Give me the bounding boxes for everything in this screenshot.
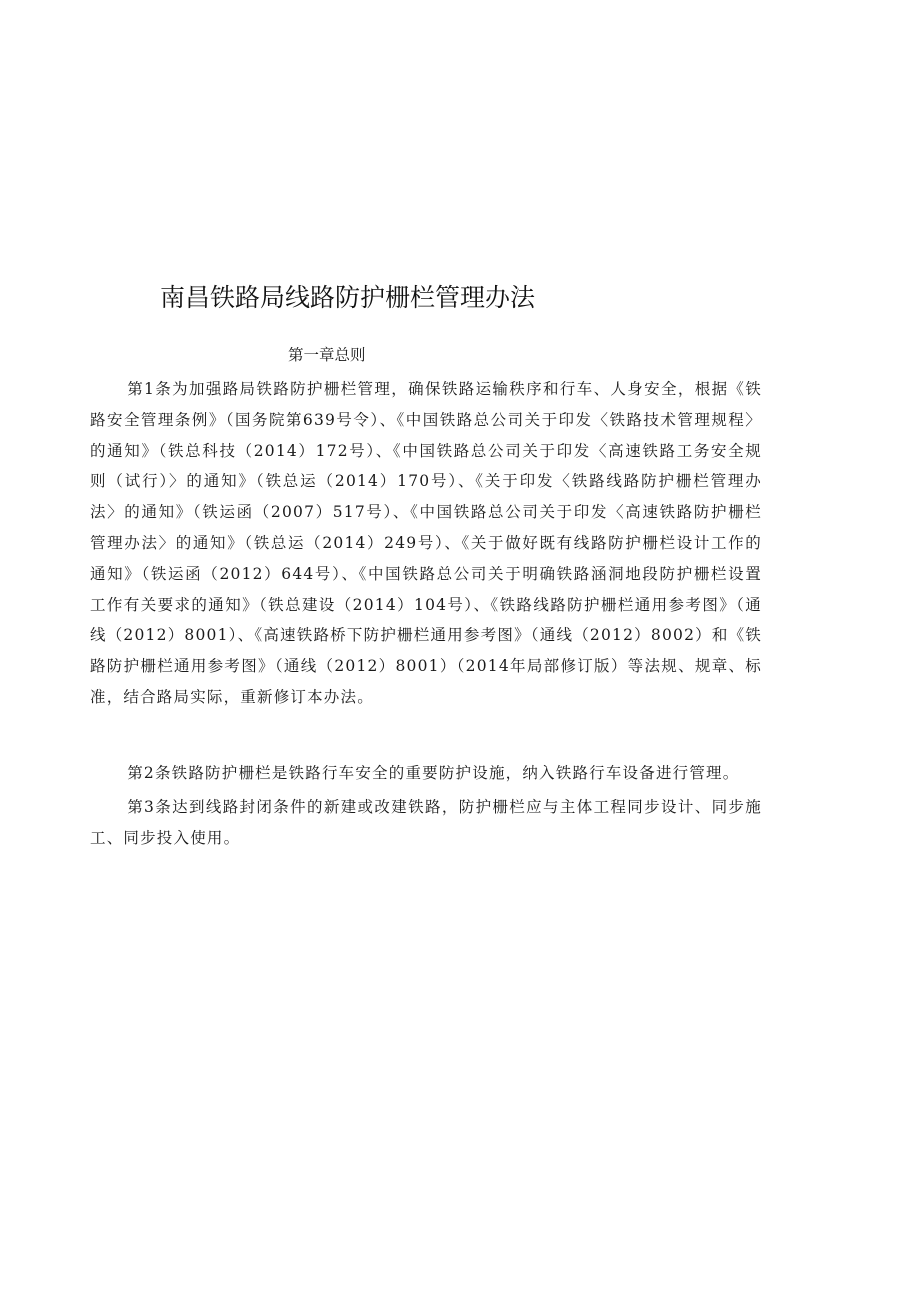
article-paragraph-1: 第1条为加强路局铁路防护栅栏管理，确保铁路运输秩序和行车、人身安全，根据《铁路安全管理条例》（国务院第639号令）、《中国铁路总公司关于印发〈铁路技术管理规程〉的通知》（铁总科技（2014）172号）、《中国铁路总公司关于印发〈高速铁路工务安全规则（试行）〉的通知》（铁总运（2014）170号）、《关于印发〈铁路线路防护栅栏管理办法〉的通知》（铁运函（2007）517号）、《中国铁路总公司关于印发〈高速铁路防护栅栏管理办法〉的通知》（铁总运（2014）249号）、《关于做好既有线路防护栅栏设计工作的通知》（铁运函（2012）644号）、《中国铁路总公司关于明确铁路涵洞地段防护栅栏设置工作有关要求的通知》（铁总建设（2014）104号）、《铁路线路防护栅栏通用参考图》（通线（2012）8001）、《高速铁路桥下防护栅栏通用参考图》（通线（2012）8002）和《铁路防护栅栏通用参考图》（通线（2012）8001）（2014年局部修订版）等法规、规章、标准，结合路局实际，重新修订本办法。 bbox=[90, 380, 762, 706]
chapter-heading: 第一章总则 bbox=[288, 346, 366, 364]
article-paragraph-2: 第2条铁路防护栅栏是铁路行车安全的重要防护设施，纳入铁路行车设备进行管理。 bbox=[127, 764, 740, 782]
article-paragraph-3: 第3条达到线路封闭条件的新建或改建铁路，防护栅栏应与主体工程同步设计、同步施工、同步投入使用。 bbox=[90, 798, 762, 847]
document-title: 南昌铁路局线路防护栅栏管理办法 bbox=[160, 283, 536, 312]
